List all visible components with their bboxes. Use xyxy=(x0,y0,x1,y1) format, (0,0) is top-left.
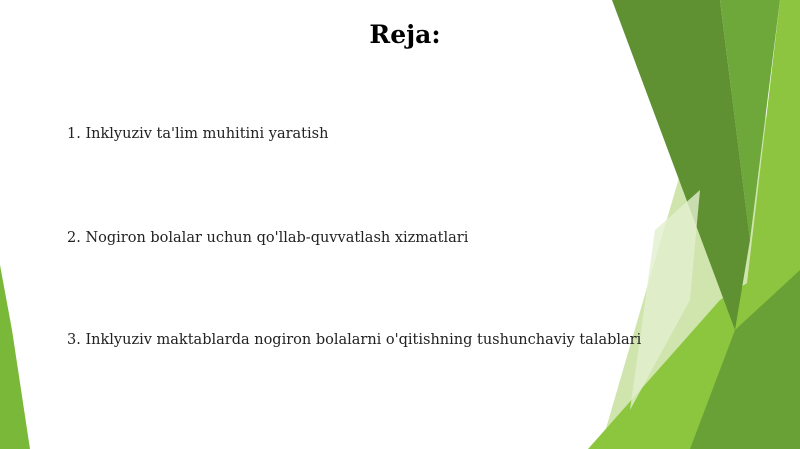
agenda-item-2: 2. Nogiron bolalar uchun qo'llab-quvvatlash xizmatlari xyxy=(67,230,469,246)
slide-title: Reja: xyxy=(369,20,441,49)
left-green-sliver xyxy=(0,265,30,449)
agenda-item-1: 1. Inklyuziv ta'lim muhitini yaratish xyxy=(67,126,329,142)
agenda-item-3: 3. Inklyuziv maktablarda nogiron bolalarni o'qitishning tushunchaviy talablari xyxy=(67,332,642,348)
